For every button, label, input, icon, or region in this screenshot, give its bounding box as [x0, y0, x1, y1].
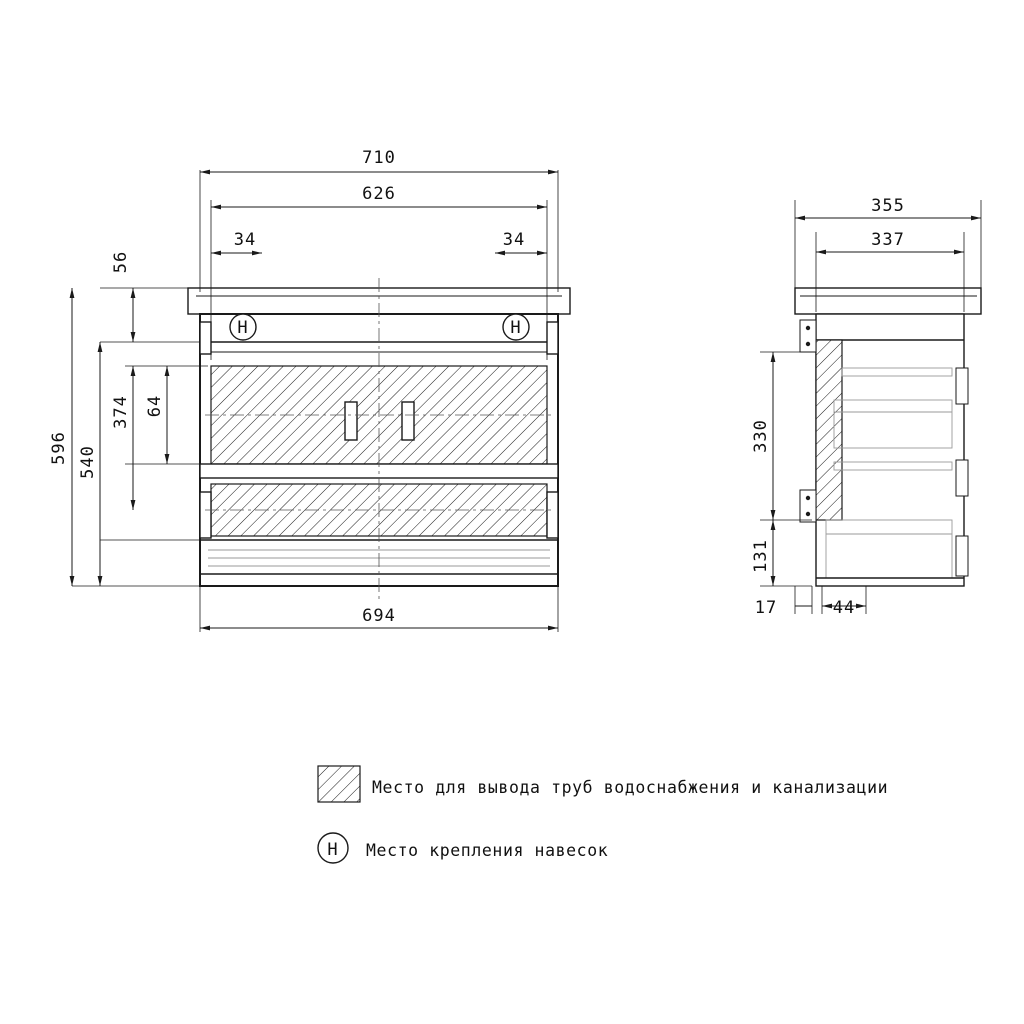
dim-front-offset: 44 [832, 598, 856, 618]
legend-label-hangers: Место крепления навесок [366, 841, 609, 860]
dim-overall-depth: 355 [871, 196, 905, 216]
legend-item-pipes [318, 766, 888, 802]
dim-left-offset: 34 [233, 230, 257, 250]
hanger-letter-left: Н [237, 318, 249, 338]
dim-upper-drawer-height: 64 [145, 394, 165, 418]
hanger-marker-left [230, 314, 256, 340]
legend [318, 766, 888, 863]
dim-top-thickness: 56 [111, 250, 131, 274]
dim-inner-depth: 337 [871, 230, 905, 250]
side-view-geometry [795, 288, 981, 586]
hanger-letter-right: Н [510, 318, 522, 338]
legend-marker-letter: Н [327, 840, 339, 860]
dim-upper-height: 330 [751, 419, 771, 453]
dim-overall-width: 710 [362, 148, 396, 168]
dim-height-374: 374 [111, 395, 131, 429]
hanger-marker-right [503, 314, 529, 340]
dim-height-540: 540 [78, 445, 98, 479]
dim-cabinet-width: 694 [362, 606, 396, 626]
front-view-geometry [188, 278, 570, 600]
dim-right-offset: 34 [502, 230, 526, 250]
dim-lower-height: 131 [751, 539, 771, 573]
dim-inner-width: 626 [362, 184, 396, 204]
legend-label-pipes: Место для вывода труб водоснабжения и канализации [372, 778, 889, 797]
dim-overall-height: 596 [49, 431, 69, 465]
dim-back-offset: 17 [754, 598, 778, 618]
legend-item-hangers [318, 833, 608, 863]
